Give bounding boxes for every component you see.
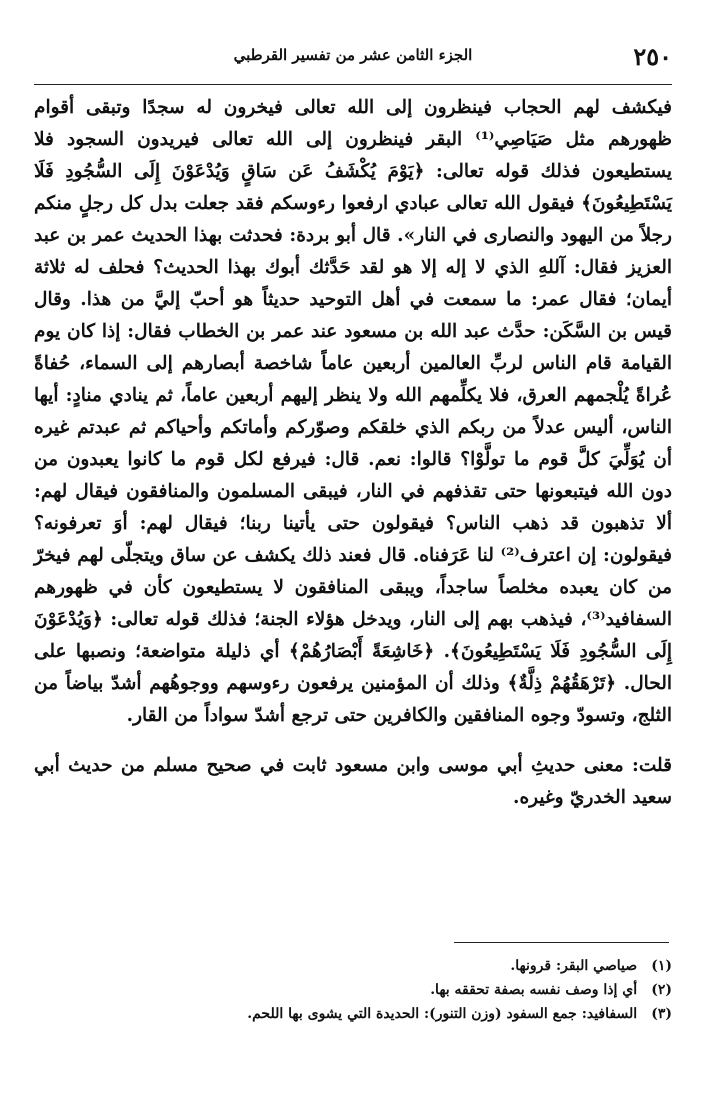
footnotes <box>34 954 672 1026</box>
footnote-number: (١) <box>651 958 672 974</box>
footnote-3 <box>34 1002 672 1026</box>
footnote-text: صياصي البقر: قرونها. <box>510 958 638 974</box>
paragraph-2: قلت: معنى حديثِ أبي موسى وابن مسعود ثابت في صحيح مسلم من حديث أبي سعيد الخدريّ وغيره. <box>34 755 672 808</box>
header-rule <box>34 84 672 85</box>
footnote-number: (٣) <box>651 1006 672 1022</box>
body-text <box>34 92 672 814</box>
footnote-number: (٢) <box>651 982 672 998</box>
running-title: الجزء الثامن عشر من تفسير القرطبي <box>233 46 473 64</box>
page-header <box>34 40 672 84</box>
footnote-text: السفافيد: جمع السفود (وزن التنور): الحديدة التي يشوى بها اللحم. <box>247 1006 638 1022</box>
footnote-rule <box>454 942 669 943</box>
footnote-1 <box>34 954 672 978</box>
paragraph-1: فيكشف لهم الحجاب فينظرون إلى الله تعالى فيخرون له سجدًا وتبقى أقوام ظهورهم مثل صَيَاصِي⁽¹⁾ البقر فينظرون إلى الله تعالى فيريدون السجود فلا يستطيعون فذلك قوله تعالى: ﴿يَوْمَ يُكْشَفُ عَن سَاقٍ وَيُدْعَوْنَ إِلَى السُّجُودِ فَلَا يَسْتَطِيعُونَ﴾ فيقول الله تعالى عبادي ارفعوا رءوسكم فقد جعلت بدل كل رجلٍ منكم رجلاً من اليهود والنصارى في النار». قال أبو بردة: فحدثت بهذا الحديث عمر بن عبد العزيز فقال: آللهِ الذي لا إله إلا هو لقد حَدَّثك أبوك بهذا الحديث؟ فحلف له ثلاثة أيمان؛ فقال عمر: ما سمعت في أهل التوحيد حديثاً هو أحبّ إليَّ من هذا. وقال قيس بن السَّكَن: حدَّث عبد الله بن مسعود عند عمر بن الخطاب فقال: إذا كان يوم القيامة قام الناس لربِّ العالمين أربعين عاماً شاخصة أبصارهم إلى السماء، حُفاةً عُراةً يُلْجمهم العرق، فلا يكلِّمهم الله ولا ينظر إليهم أربعين عاماً، ثم ينادي منادٍ: أيها الناس، أليس عدلاً من ربكم الذي خلقكم وصوّركم وأماتكم وأحياكم ثم عبدتم غيره أن يُوَلِّيَ كلَّ قوم ما تولَّوْا؟ قالوا: نعم. قال: فيرفع لكل قوم ما كانوا يعبدون من دون الله فيتبعونها حتى تقذفهم في النار، فيبقى المسلمون والمنافقون فيقال لهم: ألا تذهبون قد ذهب الناس؟ فيقولون حتى يأتينا ربنا؛ فيقال لهم: أوَ تعرفونه؟ فيقولون: إن اعترف⁽²⁾ لنا عَرَفناه. قال فعند ذلك يكشف عن ساق ويتجلّى لهم فيخرّ من كان يعبده مخلصاً ساجداً، ويبقى المنافقون لا يستطيعون كأن في ظهورهم السفافيد⁽³⁾، فيذهب بهم إلى النار، ويدخل هؤلاء الجنة؛ فذلك قوله تعالى: ﴿وَيُدْعَوْنَ إِلَى السُّجُودِ فَلَا يَسْتَطِيعُونَ﴾. ﴿خَاشِعَةً أَبْصَارُهُمْ﴾ أي ذليلة متواضعة؛ ونصبها على الحال. ﴿تَرْهَقُهُمْ ذِلَّةٌ﴾ وذلك أن المؤمنين يرفعون رءوسهم ووجوهُهم أشدّ بياضاً من الثلج، وتسودّ وجوه المنافقين والكافرين حتى ترجع أشدّ سواداً من القار. <box>34 97 672 726</box>
page-number: ٢٥٠ <box>633 42 672 71</box>
footnote-2 <box>34 978 672 1002</box>
footnote-text: أي إذا وصف نفسه بصفة تحققه بها. <box>430 982 638 998</box>
